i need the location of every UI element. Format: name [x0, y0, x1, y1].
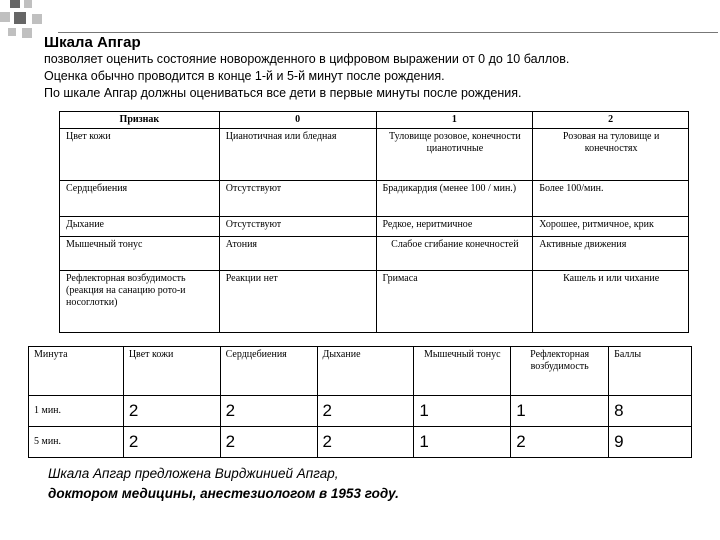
- table-cell: Отсутствуют: [219, 217, 376, 237]
- table-row: [60, 129, 689, 181]
- table-cell: Гримаса: [376, 271, 533, 333]
- table-cell: Отсутствуют: [219, 181, 376, 217]
- table-cell: 2: [123, 396, 220, 427]
- intro-line: По шкале Апгар должны оцениваться все дети в первые минуты после рождения.: [44, 86, 522, 100]
- table-cell: Слабое сгибание конечностей: [376, 237, 533, 271]
- footnote-line: доктором медицины, анестезиологом в 1953 году.: [48, 486, 399, 501]
- table-row: [29, 396, 692, 427]
- header-cell: Цвет кожи: [123, 347, 220, 396]
- square-icon: [24, 0, 32, 8]
- table-cell: Дыхание: [60, 217, 220, 237]
- square-icon: [22, 28, 32, 38]
- table-cell: Более 100/мин.: [533, 181, 689, 217]
- header-cell: 1: [376, 112, 533, 129]
- table-row: [60, 237, 689, 271]
- header-cell: Мышечный тонус: [414, 347, 511, 396]
- title-rule: [58, 32, 718, 33]
- table-cell: Мышечный тонус: [60, 237, 220, 271]
- table-cell: 2: [317, 396, 414, 427]
- table-row: [60, 217, 689, 237]
- table-cell: Хорошее, ритмичное, крик: [533, 217, 689, 237]
- header-cell: Рефлекторная возбудимость: [511, 347, 609, 396]
- table-cell: Атония: [219, 237, 376, 271]
- table-header-row: [29, 347, 692, 396]
- table-cell: 2: [123, 427, 220, 458]
- table-cell: 2: [220, 396, 317, 427]
- footnote: [48, 464, 399, 504]
- table-cell: 1: [414, 396, 511, 427]
- table-cell: Цвет кожи: [60, 129, 220, 181]
- square-icon: [14, 12, 26, 24]
- header-cell: 0: [219, 112, 376, 129]
- table-cell: 2: [511, 427, 609, 458]
- table-cell: 8: [609, 396, 692, 427]
- header-cell: 2: [533, 112, 689, 129]
- table-row: [60, 271, 689, 333]
- table-cell: 9: [609, 427, 692, 458]
- square-icon: [10, 0, 20, 8]
- table-cell: Редкое, неритмичное: [376, 217, 533, 237]
- scores-table: [28, 346, 692, 458]
- footnote-line: Шкала Апгар предложена Вирджинией Апгар,: [48, 466, 339, 481]
- table-row: [60, 181, 689, 217]
- table-cell: Туловище розовое, конечности цианотичные: [376, 129, 533, 181]
- table-cell: Активные движения: [533, 237, 689, 271]
- table-cell: 2: [317, 427, 414, 458]
- square-icon: [8, 28, 16, 36]
- square-icon: [32, 14, 42, 24]
- intro-line: позволяет оценить состояние новорожденного в цифровом выражении от 0 до 10 баллов.: [44, 52, 570, 66]
- table-cell: Кашель и или чихание: [533, 271, 689, 333]
- header-cell: Признак: [60, 112, 220, 129]
- table-header-row: [60, 112, 689, 129]
- square-icon: [0, 12, 10, 22]
- header-cell: Баллы: [609, 347, 692, 396]
- table-cell: 1: [414, 427, 511, 458]
- header-cell: Минута: [29, 347, 124, 396]
- table-cell: Розовая на туловище и конечностях: [533, 129, 689, 181]
- table-cell: Сердцебиения: [60, 181, 220, 217]
- intro-line: Оценка обычно проводится в конце 1-й и 5-й минут после рождения.: [44, 69, 445, 83]
- table-cell: 5 мин.: [29, 427, 124, 458]
- table-cell: Брадикардия (менее 100 / мин.): [376, 181, 533, 217]
- intro-text: [44, 51, 704, 102]
- criteria-table: [59, 111, 689, 333]
- table-cell: Рефлекторная возбудимость (реакция на санацию рото-и носоглотки): [60, 271, 220, 333]
- table-cell: 1: [511, 396, 609, 427]
- header-cell: Дыхание: [317, 347, 414, 396]
- table-cell: 1 мин.: [29, 396, 124, 427]
- table-cell: 2: [220, 427, 317, 458]
- table-row: [29, 427, 692, 458]
- page-title: Шкала Апгар: [44, 34, 141, 51]
- header-cell: Сердцебиения: [220, 347, 317, 396]
- table-cell: Реакции нет: [219, 271, 376, 333]
- table-cell: Цианотичная или бледная: [219, 129, 376, 181]
